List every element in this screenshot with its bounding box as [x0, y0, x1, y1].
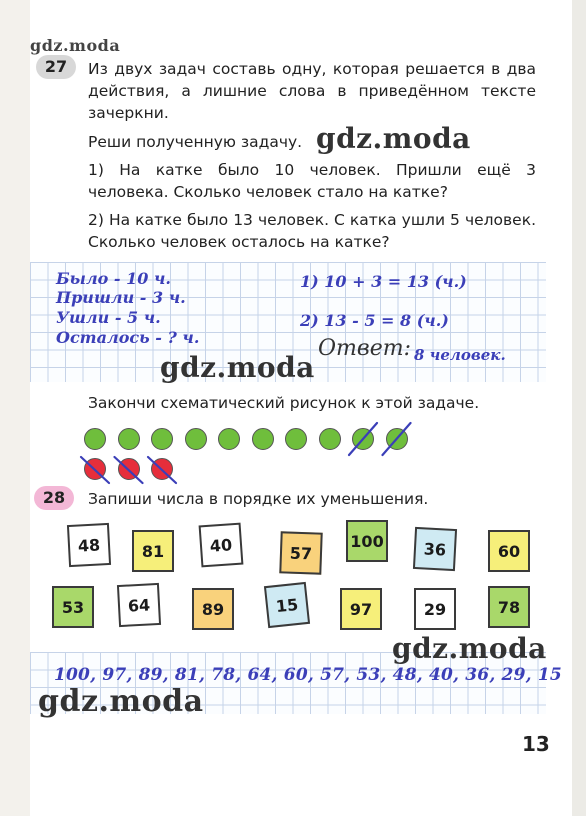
- number-card: 57: [279, 531, 322, 574]
- answer-value: 8 человек.: [414, 346, 506, 364]
- watermark-top: gdz.moda: [30, 36, 121, 55]
- task-27-solve-prompt: Реши полученную задачу.: [88, 133, 303, 151]
- number-card: 89: [192, 588, 234, 630]
- number-card: 15: [264, 582, 310, 628]
- note-ushli: Ушли - 5 ч.: [56, 308, 161, 327]
- red-circle: [84, 458, 106, 480]
- task-27-problem-1: 1) На катке было 10 человек. Пришли ещё 3 человека. Сколько человек стало на катке?: [88, 161, 536, 201]
- task-27-number: 27: [36, 55, 76, 79]
- number-card: 97: [340, 588, 382, 630]
- red-circle: [151, 458, 173, 480]
- number-card: 64: [117, 583, 161, 627]
- green-circle: [84, 428, 106, 450]
- green-circle: [151, 428, 173, 450]
- number-card: 29: [414, 588, 456, 630]
- number-card: 100: [346, 520, 388, 562]
- page-edge-left: [0, 0, 30, 816]
- number-card: 60: [488, 530, 530, 572]
- task-27-problem-2: 2) На катке было 13 человек. С катка ушли 5 человек. Сколько человек осталось на катке?: [88, 211, 536, 251]
- number-card: 36: [413, 527, 457, 571]
- green-circle: [386, 428, 408, 450]
- watermark-1: gdz.moda: [316, 122, 471, 155]
- number-card: 78: [488, 586, 530, 628]
- page-number: 13: [522, 732, 550, 756]
- green-circle: [118, 428, 140, 450]
- green-circle: [285, 428, 307, 450]
- watermark-2: gdz.moda: [160, 351, 315, 384]
- green-circle: [319, 428, 341, 450]
- page-edge-right: [572, 0, 586, 816]
- number-card: 48: [67, 523, 111, 567]
- number-card: 40: [199, 523, 244, 568]
- answer-label: Ответ:: [318, 336, 411, 361]
- task-27-finish-prompt: Закончи схематический рисунок к этой задаче.: [88, 394, 480, 412]
- answer-sequence: 100, 97, 89, 81, 78, 64, 60, 57, 53, 48, 40, 36, 29, 15: [54, 665, 562, 685]
- task-27-intro: Из двух задач составь одну, которая решается в два действия, а лишние слова в приведённом тексте зачеркни.: [88, 60, 536, 122]
- action-step-2: 2) 13 - 5 = 8 (ч.): [300, 311, 449, 330]
- green-circle: [252, 428, 274, 450]
- number-card: 81: [132, 530, 174, 572]
- action-step-1: 1) 10 + 3 = 13 (ч.): [300, 272, 467, 291]
- green-circle: [352, 428, 374, 450]
- number-card: 53: [52, 586, 94, 628]
- watermark-3: gdz.moda: [392, 632, 547, 665]
- green-circle: [185, 428, 207, 450]
- note-prishli: Пришли - 3 ч.: [56, 288, 186, 307]
- task-28-number: 28: [34, 486, 74, 510]
- green-circle: [218, 428, 240, 450]
- watermark-4: gdz.moda: [38, 684, 204, 719]
- note-bylo: Было - 10 ч.: [56, 269, 171, 288]
- task-28-prompt: Запиши числа в порядке их уменьшения.: [88, 490, 429, 508]
- note-ostalos: Осталось - ? ч.: [56, 328, 200, 347]
- red-circle: [118, 458, 140, 480]
